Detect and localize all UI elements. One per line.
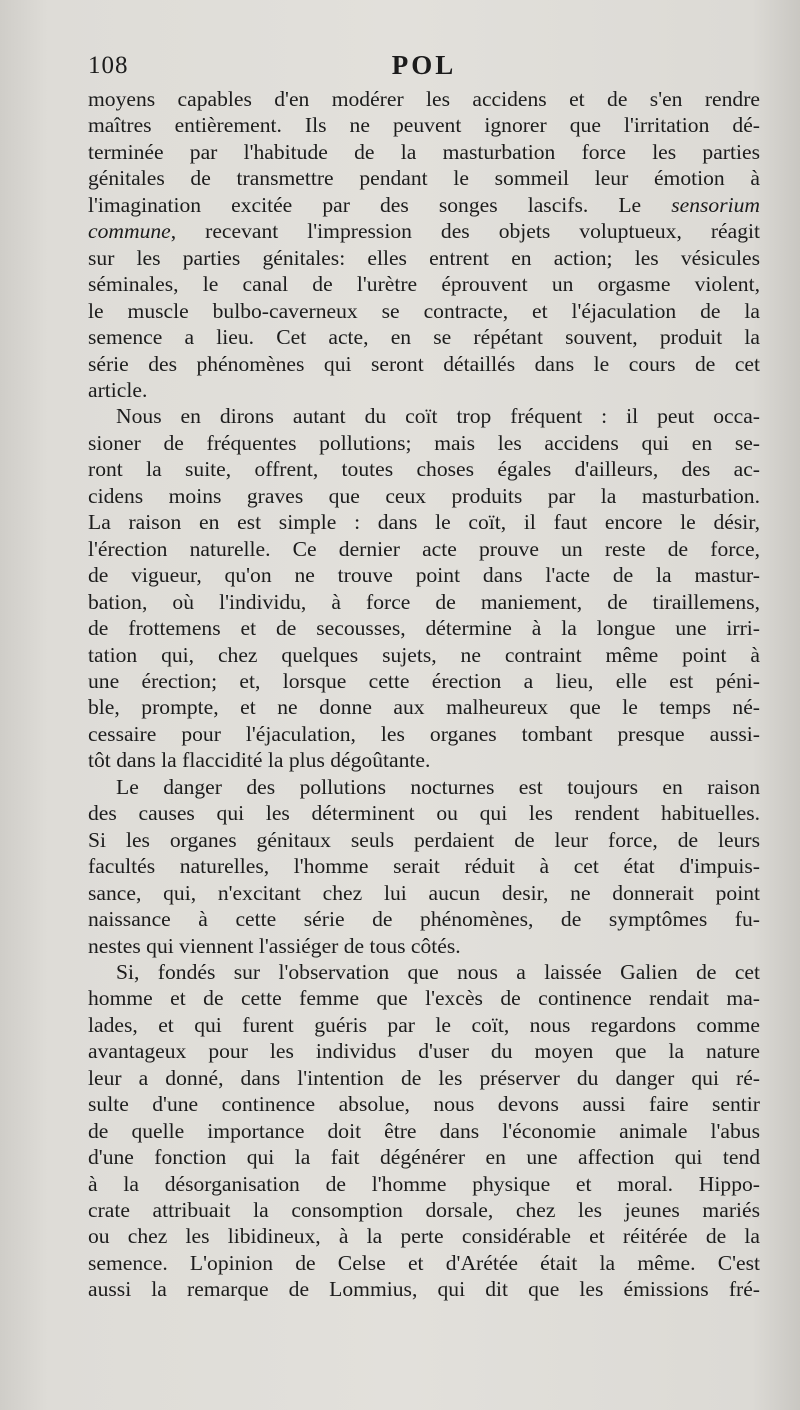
text-line: La raison en est simple : dans le coït, il faut encore le désir, bbox=[88, 510, 760, 535]
text-line: semence a lieu. Cet acte, en se répétant souvent, produit la bbox=[88, 325, 760, 350]
text-line: lades, et qui furent guéris par le coït, nous regardons comme bbox=[88, 1012, 760, 1037]
text-line: article. bbox=[88, 377, 148, 402]
italic-term: commune bbox=[88, 219, 171, 244]
text-line: tation qui, chez quelques sujets, ne contraint même point à bbox=[88, 642, 760, 667]
text-line: ront la suite, offrent, toutes choses égales d'ailleurs, des ac- bbox=[88, 457, 760, 482]
text-line: maîtres entièrement. Ils ne peuvent ignorer que l'irritation dé- bbox=[88, 113, 760, 138]
text-line: cessaire pour l'éjaculation, les organes tombant presque aussi- bbox=[88, 721, 760, 746]
page-header bbox=[88, 52, 760, 86]
text-line: série des phénomènes qui seront détaillés dans le cours de cet bbox=[88, 351, 760, 376]
text-line: sur les parties génitales: elles entrent en action; les vésicules bbox=[88, 245, 760, 270]
text-line: tôt dans la flaccidité la plus dégoûtante. bbox=[88, 748, 431, 773]
text-line: une érection; et, lorsque cette érection a lieu, elle est péni- bbox=[88, 668, 760, 693]
text-line: aussi la remarque de Lommius, qui dit que les émissions fré- bbox=[88, 1277, 760, 1302]
text-line: à la désorganisation de l'homme physique et moral. Hippo- bbox=[88, 1171, 760, 1196]
text-line: Si les organes génitaux seuls perdaient de leur force, de leurs bbox=[88, 827, 760, 852]
text-line: avantageux pour les individus d'user du moyen que la nature bbox=[88, 1039, 760, 1064]
text-line: facultés naturelles, l'homme serait réduit à cet état d'impuis- bbox=[88, 854, 760, 879]
text-line: l'érection naturelle. Ce dernier acte prouve un reste de force, bbox=[88, 536, 760, 561]
text-line: de quelle importance doit être dans l'économie animale l'abus bbox=[88, 1118, 760, 1143]
running-head: POL bbox=[391, 50, 457, 80]
page-number: 108 bbox=[88, 52, 129, 79]
text-line: génitales de transmettre pendant le sommeil leur émotion à bbox=[88, 166, 760, 191]
text-line: commune, recevant l'impression des objets voluptueux, réagit bbox=[88, 219, 760, 244]
text-line: bation, où l'individu, à force de maniement, de tiraillemens, bbox=[88, 589, 760, 614]
text-line: ble, prompte, et ne donne aux malheureux que le temps né- bbox=[88, 695, 760, 720]
text-line: l'imagination excitée par des songes lascifs. Le sensorium bbox=[88, 192, 760, 217]
body-text bbox=[88, 86, 760, 1303]
text-line: Nous en dirons autant du coït trop fréquent : il peut occa- bbox=[116, 404, 760, 429]
text-line: moyens capables d'en modérer les accidens et de s'en rendre bbox=[88, 87, 760, 111]
text-line: semence. L'opinion de Celse et d'Arétée était la même. C'est bbox=[88, 1250, 760, 1275]
text-line: sulte d'une continence absolue, nous devons aussi faire sentir bbox=[88, 1092, 760, 1117]
text-line: nestes qui viennent l'assiéger de tous côtés. bbox=[88, 933, 461, 958]
text-line: cidens moins graves que ceux produits par la masturbation. bbox=[88, 483, 760, 508]
text-line: de frottemens et de secousses, détermine à la longue une irri- bbox=[88, 616, 760, 641]
text-line: ou chez les libidineux, à la perte considérable et réitérée de la bbox=[88, 1224, 760, 1249]
text-line: naissance à cette série de phénomènes, de symptômes fu- bbox=[88, 907, 760, 932]
text-line: leur a donné, dans l'intention de les préserver du danger qui ré- bbox=[88, 1065, 760, 1090]
text-line: crate attribuait la consomption dorsale, chez les jeunes mariés bbox=[88, 1198, 760, 1223]
text-line: des causes qui les déterminent ou qui les rendent habituelles. bbox=[88, 801, 760, 826]
text-line: le muscle bulbo-caverneux se contracte, et l'éjaculation de la bbox=[88, 298, 760, 323]
text-line: Si, fondés sur l'observation que nous a laissée Galien de cet bbox=[116, 959, 760, 984]
text-line: Le danger des pollutions nocturnes est toujours en raison bbox=[116, 774, 760, 799]
text-line: de vigueur, qu'on ne trouve point dans l'acte de la mastur- bbox=[88, 563, 760, 588]
italic-term: sensorium bbox=[671, 192, 760, 217]
text-line: séminales, le canal de l'urètre éprouvent un orgasme violent, bbox=[88, 272, 760, 297]
text-line: sance, qui, n'excitant chez lui aucun desir, ne donnerait point bbox=[88, 880, 760, 905]
text-line: sioner de fréquentes pollutions; mais les accidens qui en se- bbox=[88, 430, 760, 455]
text-line: terminée par l'habitude de la masturbation force les parties bbox=[88, 139, 760, 164]
text-line: homme et de cette femme que l'excès de continence rendait ma- bbox=[88, 986, 760, 1011]
text-line: d'une fonction qui la fait dégénérer en une affection qui tend bbox=[88, 1145, 760, 1170]
